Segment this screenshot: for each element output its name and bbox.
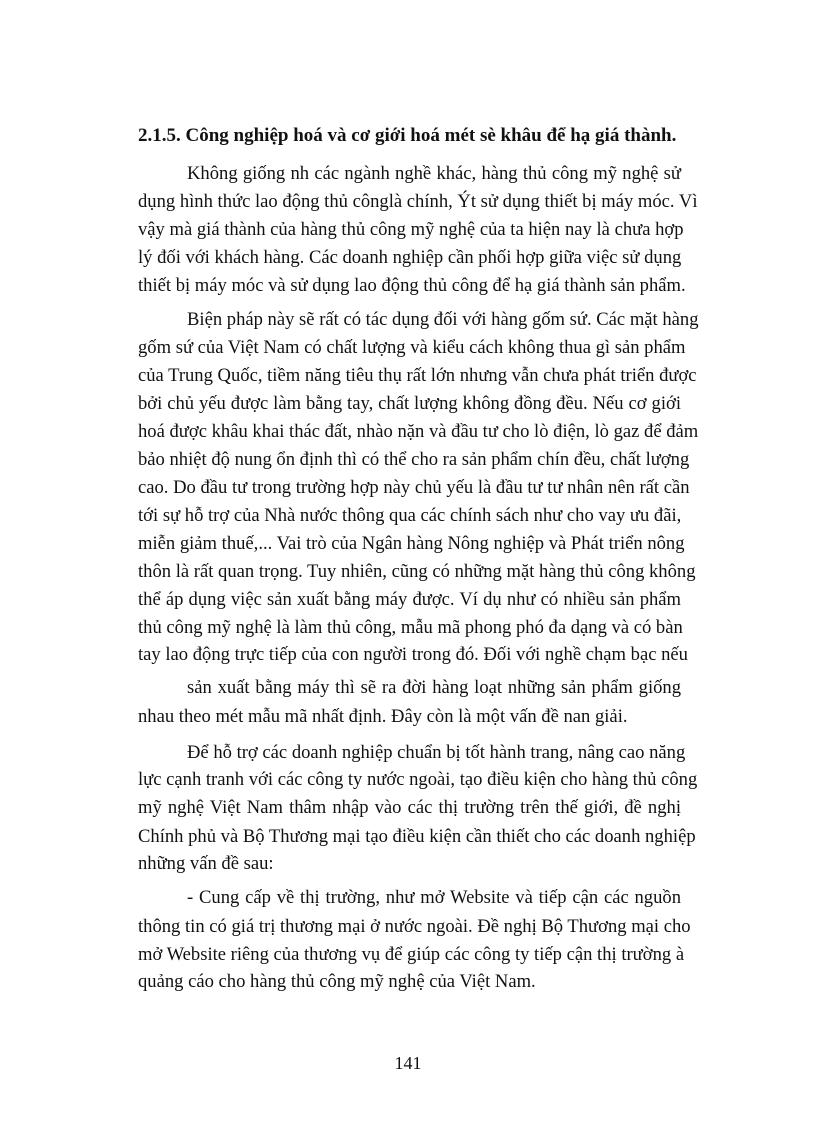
paragraph-line: thông tin có giá trị thương mại ở nước ngoài. Đề nghị Bộ Thương mại cho xyxy=(138,916,691,937)
paragraph-line: cao. Do đầu tư trong trường hợp này chủ yếu là đầu tư tư nhân nên rất cần xyxy=(138,477,690,498)
paragraph-line: vậy mà giá thành của hàng thủ công mỹ nghệ của ta hiện nay là chưa hợp xyxy=(138,219,684,240)
paragraph-line: lực cạnh tranh với các công ty nước ngoài, tạo điều kiện cho hàng thủ công xyxy=(138,769,698,790)
paragraph-line: những vấn đề sau: xyxy=(138,853,274,874)
page-number: 141 xyxy=(394,1053,422,1073)
paragraph-line: quảng cáo cho hàng thủ công mỹ nghệ của Việt Nam. xyxy=(138,971,536,992)
paragraph-line: Chính phủ và Bộ Thương mại tạo điều kiện cần thiết cho các doanh nghiệp xyxy=(138,826,696,847)
paragraph-line: sản xuất bằng máy thì sẽ ra đời hàng loạt những sản phẩm giống xyxy=(187,677,681,698)
paragraph-line: Để hỗ trợ các doanh nghiệp chuẩn bị tốt hành trang, nâng cao năng xyxy=(187,742,686,763)
paragraph-line: thể áp dụng việc sản xuất bằng máy được. Ví dụ như có nhiều sản phẩm xyxy=(138,589,681,610)
paragraph-line: nhau theo mét mẫu mã nhất định. Đây còn là một vấn đề nan giải. xyxy=(138,706,628,727)
paragraph-line: thôn là rất quan trọng. Tuy nhiên, cũng có những mặt hàng thủ công không xyxy=(138,561,696,582)
paragraph-line: lý đối với khách hàng. Các doanh nghiệp cần phối hợp giữa việc sử dụng xyxy=(138,247,682,268)
paragraph-line: thủ công mỹ nghệ là làm thủ công, mẫu mã phong phó đa dạng và có bàn xyxy=(138,617,683,638)
paragraph-line: thiết bị máy móc và sử dụng lao động thủ công để hạ giá thành sản phẩm. xyxy=(138,275,686,296)
paragraph-line: bảo nhiệt độ nung ổn định thì có thể cho ra sản phẩm chín đều, chất lượng xyxy=(138,449,690,470)
paragraph-line: miễn giảm thuế,... Vai trò của Ngân hàng Nông nghiệp và Phát triển nông xyxy=(138,533,685,554)
paragraph-line: mỹ nghệ Việt Nam thâm nhập vào các thị trường trên thế giới, đề nghị xyxy=(138,797,681,818)
paragraph-line: Biện pháp này sẽ rất có tác dụng đối với hàng gốm sứ. Các mặt hàng xyxy=(187,309,699,330)
paragraph-line: - Cung cấp về thị trường, như mở Website và tiếp cận các nguồn xyxy=(187,887,681,908)
paragraph-line: tới sự hỗ trợ của Nhà nước thông qua các chính sách như cho vay ưu đãi, xyxy=(138,505,682,526)
section-heading: 2.1.5. Công nghiệp hoá và cơ giới hoá mét sè khâu để hạ giá thành. xyxy=(138,125,677,146)
paragraph-line: mở Website riêng của thương vụ để giúp các công ty tiếp cận thị trường à xyxy=(138,944,685,965)
paragraph-line: dụng hình thức lao động thủ cônglà chính, Ýt sử dụng thiết bị máy móc. Vì xyxy=(138,191,698,212)
paragraph-line: hoá được khâu khai thác đất, nhào nặn và đầu tư cho lò điện, lò gaz để đảm xyxy=(138,421,699,442)
paragraph-line: tay lao động trực tiếp của con người trong đó. Đối với nghề chạm bạc nếu xyxy=(138,644,688,665)
paragraph-line: Không giống nh các ngành nghề khác, hàng thủ công mỹ nghệ sử xyxy=(187,163,681,184)
paragraph-line: bởi chủ yếu được làm bằng tay, chất lượng không đồng đều. Nếu cơ giới xyxy=(138,393,681,414)
paragraph-line: của Trung Quốc, tiềm năng tiêu thụ rất lớn nhưng vẫn chưa phát triển được xyxy=(138,365,697,386)
paragraph-line: gốm sứ của Việt Nam có chất lượng và kiểu cách không thua gì sản phẩm xyxy=(138,337,686,358)
